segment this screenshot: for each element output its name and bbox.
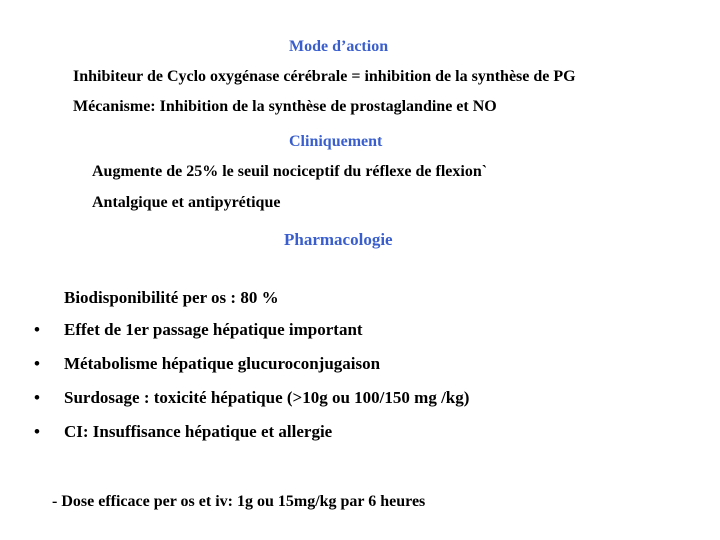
bullet-marker: •	[34, 354, 40, 373]
mode-action-line-1: Inhibiteur de Cyclo oxygénase cérébrale = inhibition de la synthèse de PG	[73, 68, 576, 85]
bullet-item: Effet de 1er passage hépatique important	[64, 320, 363, 339]
bullet-marker: •	[34, 320, 40, 339]
bullet-item: Métabolisme hépatique glucuroconjugaison	[64, 354, 381, 373]
bullet-item: Surdosage : toxicité hépatique (>10g ou 100/150 mg /kg)	[64, 388, 470, 407]
bullet-marker: •	[34, 422, 40, 441]
cliniquement-heading: Cliniquement	[289, 133, 383, 150]
pharmacologie-heading: Pharmacologie	[284, 230, 393, 249]
cliniquement-line-1: Augmente de 25% le seuil nociceptif du réflexe de flexion`	[92, 163, 488, 180]
bullet-item: CI: Insuffisance hépatique et allergie	[64, 422, 333, 441]
mode-action-line-2: Mécanisme: Inhibition de la synthèse de prostaglandine et NO	[73, 98, 497, 115]
dose-line: - Dose efficace per os et iv: 1g ou 15mg/kg par 6 heures	[52, 493, 426, 510]
bullet-marker: •	[34, 388, 40, 407]
cliniquement-line-2: Antalgique et antipyrétique	[92, 194, 281, 211]
biodisponibilite-line: Biodisponibilité per os : 80 %	[64, 288, 279, 307]
mode-action-heading: Mode d’action	[289, 38, 389, 55]
